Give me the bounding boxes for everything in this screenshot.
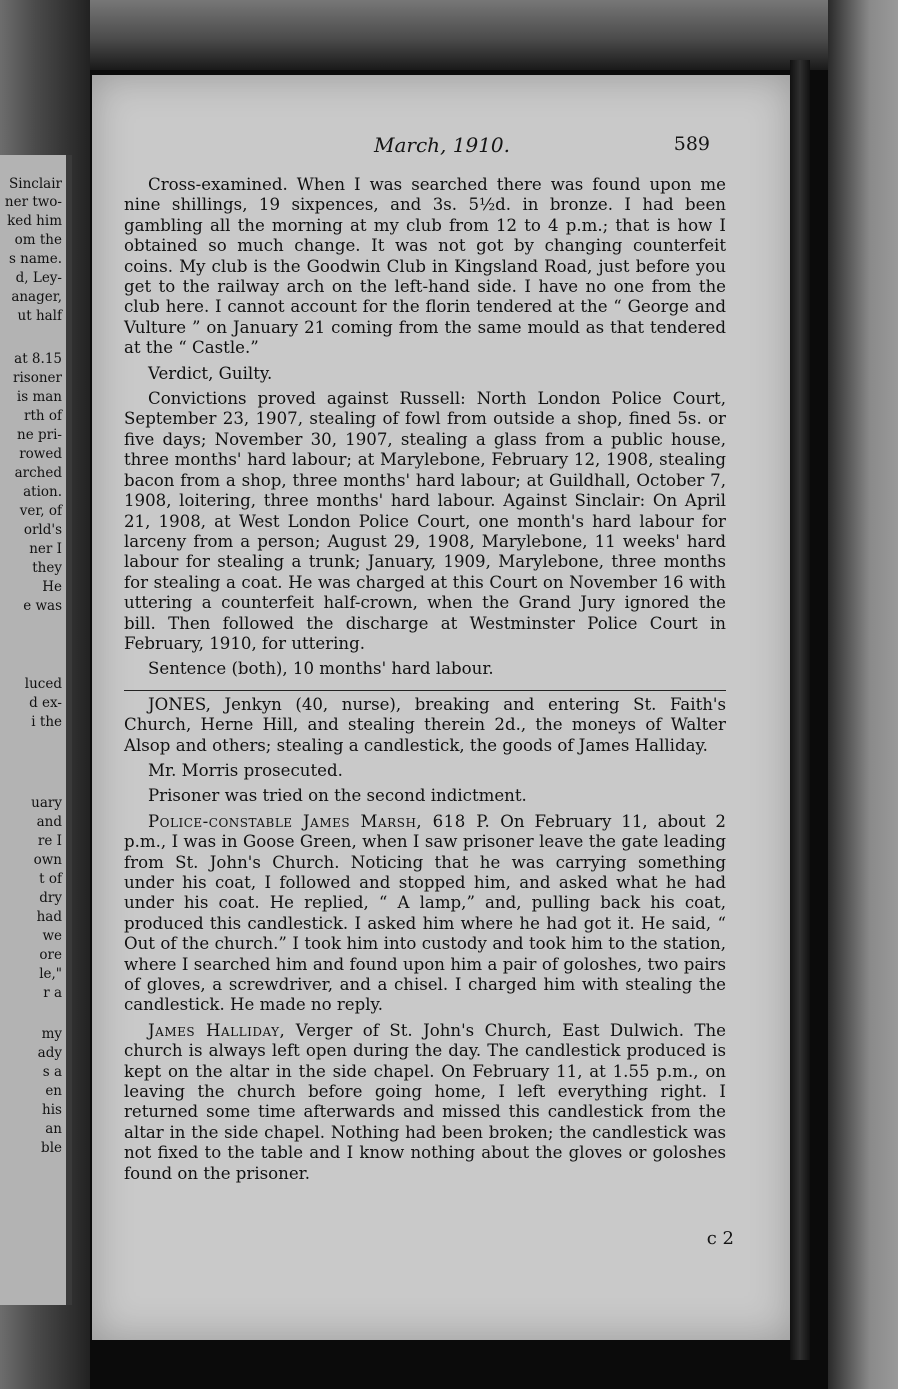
facing-page-fragment: rowed: [19, 446, 62, 462]
facing-page-fragment: ation.: [23, 484, 62, 500]
convictions-paragraph: Convictions proved against Russell: North London Police Court, September 23, 1907, stealing of fowl from outside a shop, fined 5s. or five days; November 30, 1907, stealing a glass from a public house, three months' hard labour; at Marylebone, February 12, 1908, stealing bacon from a shop, three months' hard labour; at Guildhall, October 7, 1908, loitering, three months' hard labour. Against Sinclair: On April 21, 1908, at West London Police Court, one month's hard labour for larceny from a person; August 29, 1908, Marylebone, 11 weeks' hard labour for stealing a trunk; January, 1909, Marylebone, three months for stealing a coat. He was charged at this Court on November 16 with uttering a counterfeit half-crown, when the Grand Jury ignored the bill. Then followed the discharge at Westminster Police Court in February, 1910, for uttering.: [124, 389, 726, 653]
witness-marsh-testimony: On February 11, about 2 p.m., I was in Goose Green, when I saw prisoner leave the gate leading from St. John's Church. Noticing that he was carrying something under his coat, I followed and stopped him, and asked what he had under his coat. He replied, “ A lamp,” and, pulling back his coat, produced this candlestick. I asked him where he had got it. He said, “ Out of the church.” I took him into custody and took him to the station, where I searched him and found upon him a pair of goloshes, two pairs of gloves, a screwdriver, and a chisel. I charged him with stealing the candlestick. He made no reply.: [124, 811, 726, 1015]
facing-page-fragment: arched: [14, 465, 62, 481]
page-body: [124, 175, 726, 1189]
facing-page-fragment: they: [32, 560, 62, 576]
witness-halliday-testimony: Verger of St. John's Church, East Dulwich. The church is always left open during the day. The candlestick produced is kept on the altar in the side chapel. On February 11, at 1.55 p.m., on leaving the church before going home, I left everything right. I returned some time afterwards and missed this candlestick from the altar in the side chapel. Nothing had been broken; the candlestick was not fixed to the table and I know nothing about the gloves or goloshes found on the prisoner.: [124, 1020, 726, 1183]
facing-page-fragment: ver, of: [19, 503, 62, 519]
facing-page-fragment: om the: [14, 232, 62, 248]
witness-marsh-name: Police-constable James Marsh, 618 P.: [148, 811, 491, 831]
facing-page-fragment: uary: [31, 795, 62, 811]
facing-page-fragment: own: [33, 852, 62, 868]
verdict-line: Verdict, Guilty.: [148, 363, 273, 383]
facing-page-fragment: ner I: [29, 541, 62, 557]
facing-page-fragment: s name.: [8, 251, 62, 267]
indictment-line: Prisoner was tried on the second indictment.: [148, 786, 527, 806]
facing-page-fragment: Sinclair: [9, 176, 62, 192]
facing-page-fragment: le,": [39, 966, 62, 982]
witness-marsh-paragraph: [124, 812, 726, 1016]
scan-background-right: [828, 0, 898, 1389]
facing-page-fragment: ne pri-: [17, 427, 62, 443]
book-page: [92, 75, 792, 1340]
facing-page-fragment: is man: [16, 389, 62, 405]
facing-page-fragment: his: [42, 1102, 62, 1118]
running-title: March, 1910.: [373, 133, 510, 157]
facing-page-fragment: at 8.15: [14, 351, 62, 367]
facing-page-fragment: risoner: [13, 370, 62, 386]
prosecutor-line: Mr. Morris prosecuted.: [148, 760, 343, 780]
facing-page-strip: [0, 155, 72, 1305]
case-heading: JONES, Jenkyn (40, nurse), breaking and entering St. Faith's Church, Herne Hill, and stealing therein 2d., the moneys of Walter Alsop and others; stealing a candlestick, the goods of James Halliday.: [124, 694, 726, 755]
facing-page-fragment: t of: [39, 871, 62, 887]
facing-page-fragment: ked him: [7, 213, 62, 229]
facing-page-fragment: we: [42, 928, 62, 944]
page-number: 589: [673, 133, 710, 155]
facing-page-fragment: ner two-: [4, 194, 62, 210]
signature-mark: c 2: [706, 1228, 734, 1249]
facing-page-fragment: rth of: [24, 408, 62, 424]
facing-page-fragment: dry: [39, 890, 62, 906]
facing-page-fragment: an: [45, 1121, 62, 1137]
facing-page-fragment: ble: [41, 1140, 62, 1156]
facing-page-fragment: my: [41, 1026, 62, 1042]
witness-halliday-paragraph: [124, 1021, 726, 1184]
facing-page-fragment: He: [42, 579, 62, 595]
facing-page-fragment: ady: [37, 1045, 62, 1061]
sentence-line: Sentence (both), 10 months' hard labour.: [148, 659, 494, 679]
facing-page-fragment: e was: [23, 598, 62, 614]
facing-page-fragment: ut half: [17, 308, 62, 324]
witness-halliday-name: James Halliday,: [148, 1020, 286, 1040]
facing-page-fragment: d ex-: [29, 695, 62, 711]
facing-page-fragment: r a: [43, 985, 62, 1001]
facing-page-fragment: orld's: [23, 522, 62, 538]
facing-page-fragment: had: [36, 909, 62, 925]
cross-examination-paragraph: Cross-examined. When I was searched there was found upon me nine shillings, 19 sixpences, and 3s. 5½d. in bronze. I had been gambling all the morning at my club from 12 to 4 p.m.; that is how I obtained so much change. It was not got by changing counterfeit coins. My club is the Goodwin Club in Kingsland Road, just before you get to the railway arch on the left-hand side. I have no one from the club here. I cannot account for the florin tendered at the “ George and Vulture ” on January 21 coming from the same mould as that tendered at the “ Castle.”: [124, 175, 726, 358]
facing-page-fragment: s a: [42, 1064, 62, 1080]
facing-page-fragment: en: [45, 1083, 62, 1099]
scan-background-top: [0, 0, 898, 70]
facing-page-fragment: d, Ley-: [15, 270, 62, 286]
case-divider-rule: [124, 690, 726, 691]
facing-page-fragment: anager,: [11, 289, 62, 305]
facing-page-fragment: luced: [24, 676, 62, 692]
facing-page-fragment: and: [36, 814, 62, 830]
facing-page-fragment: re I: [37, 833, 62, 849]
page-header: [92, 133, 792, 159]
book-spine: [790, 60, 810, 1360]
facing-page-fragment: ore: [39, 947, 62, 963]
facing-page-fragment: i the: [31, 714, 62, 730]
